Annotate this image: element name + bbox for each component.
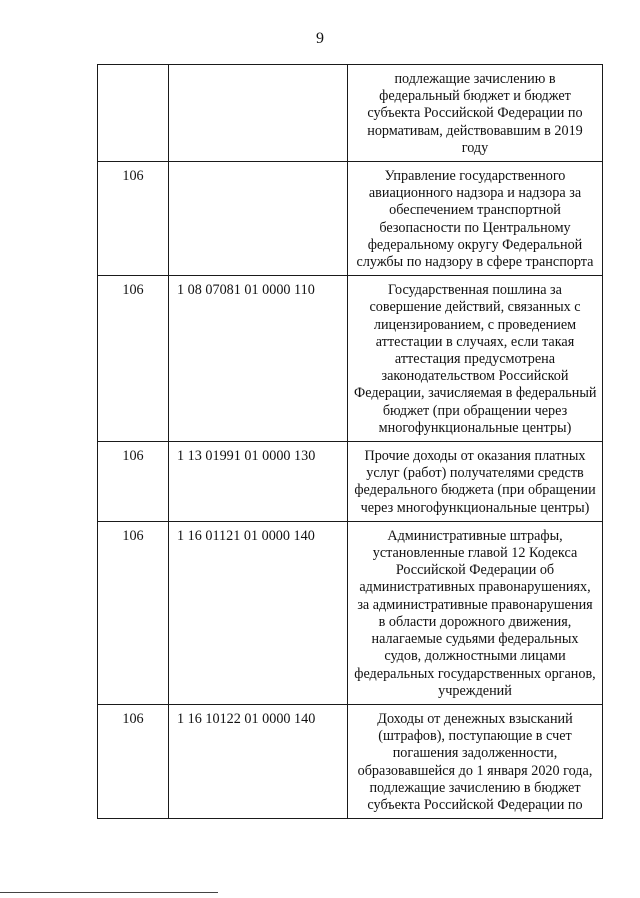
income-code-cell: 1 13 01991 01 0000 130 bbox=[169, 442, 348, 522]
income-name-cell bbox=[348, 704, 603, 818]
admin-code-cell: 106 bbox=[98, 276, 169, 442]
income-name-line: установленные главой 12 Кодекса bbox=[372, 545, 578, 562]
admin-code-cell: 106 bbox=[98, 704, 169, 818]
income-name-line: безопасности по Центральному bbox=[379, 219, 571, 236]
income-code-cell: 1 08 07081 01 0000 110 bbox=[169, 276, 348, 442]
income-name-line: федерального бюджета (при обращении bbox=[354, 482, 596, 499]
income-name-line: (штрафов), поступающие в счет bbox=[378, 728, 572, 745]
admin-code-cell bbox=[98, 65, 169, 162]
income-name-line: Государственная пошлина за bbox=[388, 282, 562, 299]
income-code-cell bbox=[169, 65, 348, 162]
income-name-line: субъекта Российской Федерации по bbox=[367, 105, 583, 122]
income-name-line: за административные правонарушения bbox=[357, 596, 593, 613]
income-name-line: федеральный бюджет и бюджет bbox=[379, 88, 571, 105]
table-row bbox=[98, 65, 603, 162]
income-name-line: многофункциональные центры) bbox=[378, 419, 572, 436]
income-name-line: услуг (работ) получателями средств bbox=[366, 465, 584, 482]
budget-revenue-table bbox=[97, 64, 603, 819]
income-name-line: аттестация предусмотрена bbox=[394, 351, 556, 368]
income-name-line: нормативам, действовавшим в 2019 bbox=[367, 122, 583, 139]
income-name-cell bbox=[348, 162, 603, 276]
income-name-line: бюджет (при обращении через bbox=[382, 402, 568, 419]
income-name-cell bbox=[348, 442, 603, 522]
income-name-line: Российской Федерации об bbox=[395, 562, 555, 579]
income-code-cell: 1 16 01121 01 0000 140 bbox=[169, 521, 348, 704]
income-code-cell bbox=[169, 162, 348, 276]
income-name-line: Федерации, зачисляемая в федеральный bbox=[354, 385, 597, 402]
table-row bbox=[98, 704, 603, 818]
table-row bbox=[98, 521, 603, 704]
income-name-line: совершение действий, связанных с bbox=[369, 299, 581, 316]
income-name-cell bbox=[348, 276, 603, 442]
income-name-line: федеральных государственных органов, bbox=[354, 665, 596, 682]
income-name-line: подлежащие зачислению в бюджет bbox=[369, 779, 581, 796]
admin-code-cell: 106 bbox=[98, 162, 169, 276]
table-row bbox=[98, 442, 603, 522]
income-name-line: налагаемые судьями федеральных bbox=[371, 631, 579, 648]
income-name-line: федеральному округу Федеральной bbox=[367, 236, 583, 253]
income-name-line: административных правонарушениях, bbox=[359, 579, 591, 596]
income-name-line: Административные штрафы, bbox=[387, 527, 563, 544]
income-name-line: подлежащие зачислению в bbox=[394, 71, 556, 87]
income-name-line: авиационного надзора и надзора за bbox=[368, 185, 582, 202]
income-name-line: Прочие доходы от оказания платных bbox=[364, 448, 586, 465]
income-name-line: году bbox=[461, 139, 489, 156]
income-name-cell bbox=[348, 521, 603, 704]
admin-code-cell: 106 bbox=[98, 442, 169, 522]
footer-divider bbox=[0, 892, 218, 893]
income-name-line: через многофункциональные центры) bbox=[360, 499, 590, 516]
income-name-cell bbox=[348, 65, 603, 162]
income-name-line: Доходы от денежных взысканий bbox=[377, 710, 573, 727]
table-row bbox=[98, 162, 603, 276]
admin-code-cell: 106 bbox=[98, 521, 169, 704]
income-name-line: учреждений bbox=[438, 682, 512, 699]
income-name-line: в области дорожного движения, bbox=[378, 613, 572, 630]
table-row bbox=[98, 276, 603, 442]
income-name-line: субъекта Российской Федерации по bbox=[367, 796, 583, 813]
income-name-line: аттестации в случаях, если такая bbox=[375, 333, 575, 350]
income-name-line: погашения задолженности, bbox=[392, 745, 558, 762]
income-name-line: обеспечением транспортной bbox=[389, 202, 561, 219]
income-name-line: Управление государственного bbox=[384, 168, 566, 185]
income-name-line: законодательством Российской bbox=[381, 368, 569, 385]
table-body bbox=[98, 65, 603, 819]
income-code-cell: 1 16 10122 01 0000 140 bbox=[169, 704, 348, 818]
income-name-line: судов, должностными лицами bbox=[384, 648, 566, 665]
income-name-line: лицензированием, с проведением bbox=[373, 316, 577, 333]
income-name-line: образовавшейся до 1 января 2020 года, bbox=[357, 762, 593, 779]
income-name-line: службы по надзору в сфере транспорта bbox=[356, 254, 594, 271]
page-number: 9 bbox=[316, 30, 324, 47]
